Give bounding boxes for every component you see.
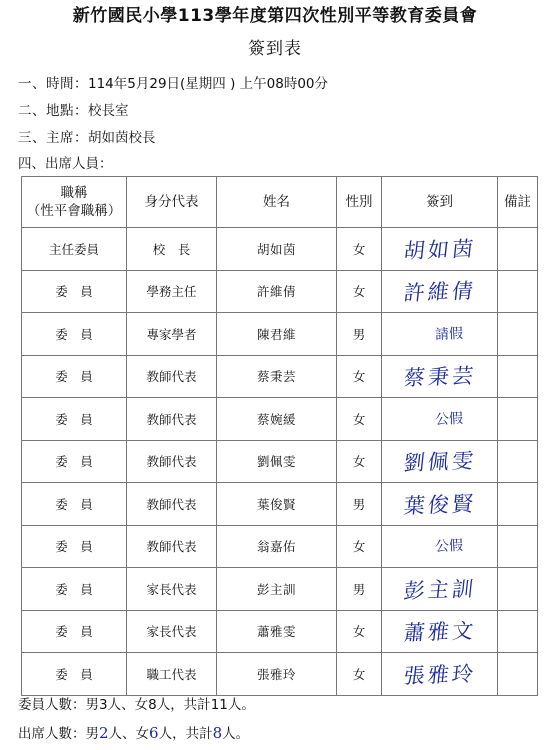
header-role-line2: （性平會職稱） [26,203,122,219]
signature-cell [382,653,498,696]
signature-cell [382,568,498,611]
identity-cell: 校 長 [127,228,217,271]
handwritten-signature: 彭主訓 [401,576,477,603]
document-title: 新竹國民小學113學年度第四次性別平等教育委員會 [72,6,478,26]
attendance-male-count: 2 [99,724,109,742]
gender-cell: 男 [337,568,382,611]
table-row [22,653,538,696]
attendance-count-summary [18,725,249,742]
attendance-total-unit: 人。 [222,726,250,742]
note-cell [498,483,538,526]
name-cell: 彭主訓 [217,568,337,611]
note-cell [498,525,538,568]
signature-cell [382,483,498,526]
table-row [22,398,538,441]
identity-cell: 教師代表 [127,398,217,441]
note-cell [498,568,538,611]
name-cell: 許維倩 [217,270,337,313]
meeting-chair [18,130,156,146]
member-total-prefix: ，共計 [170,697,211,713]
role-cell: 委 員 [22,653,127,696]
header-identity: 身分代表 [127,177,217,228]
meeting-place-value: 校長室 [88,103,129,119]
gender-cell: 女 [337,610,382,653]
table-row [22,525,538,568]
gender-cell: 女 [337,270,382,313]
table-row [22,228,538,271]
handwritten-signature: 胡如茵 [401,236,477,263]
attendance-female-count: 6 [149,724,159,742]
role-cell: 委 員 [22,525,127,568]
member-male-prefix: 男 [85,697,99,713]
table-row [22,483,538,526]
gender-cell: 女 [337,398,382,441]
signature-cell [382,610,498,653]
member-count-summary [18,697,255,713]
handwritten-signature: 許維倩 [401,279,477,306]
header-note: 備註 [498,177,538,228]
leave-note: 公假 [434,538,463,556]
identity-cell: 專家學者 [127,313,217,356]
table-row [22,568,538,611]
attendance-female-prefix: 女 [135,726,150,742]
table-row [22,440,538,483]
table-header-row [22,177,538,228]
attendance-male-prefix: 男 [85,726,99,742]
handwritten-signature: 蔡秉芸 [401,364,477,391]
member-female-prefix: 女 [134,697,149,713]
gender-cell: 男 [337,483,382,526]
meeting-time [18,76,328,92]
header-gender: 性別 [337,177,382,228]
meeting-chair-value: 胡如茵校長 [88,130,156,146]
leave-note: 請假 [434,325,463,343]
role-cell: 委 員 [22,355,127,398]
name-cell: 劉佩雯 [217,440,337,483]
document-subtitle: 簽到表 [248,39,302,59]
note-cell [498,440,538,483]
role-cell: 主任委員 [22,228,127,271]
role-cell: 委 員 [22,440,127,483]
role-cell: 委 員 [22,483,127,526]
note-cell [498,653,538,696]
name-cell: 陳君維 [217,313,337,356]
signature-cell [382,228,498,271]
signature-cell [382,440,498,483]
attendance-female-unit: 人 [158,726,173,742]
attendance-total-count: 8 [212,724,223,742]
meeting-time-label: 一、時間： [18,76,88,92]
meeting-chair-label: 三、主席： [18,130,88,146]
table-row [22,270,538,313]
meeting-place-label: 二、地點： [18,103,88,119]
handwritten-signature: 蕭雅文 [401,619,477,646]
member-male-count: 3 [99,697,108,713]
role-cell: 委 員 [22,313,127,356]
gender-cell: 女 [337,228,382,271]
signature-cell [382,355,498,398]
header-signature: 簽到 [382,177,498,228]
identity-cell: 家長代表 [127,610,217,653]
note-cell [498,270,538,313]
meeting-place [18,103,129,119]
leave-note: 公假 [434,410,463,428]
identity-cell: 教師代表 [127,440,217,483]
identity-cell: 職工代表 [127,653,217,696]
gender-cell: 男 [337,313,382,356]
signature-cell [382,313,498,356]
note-cell [498,398,538,441]
name-cell: 葉俊賢 [217,483,337,526]
table-row [22,313,538,356]
name-cell: 張雅玲 [217,653,337,696]
signature-cell [382,398,498,441]
attendance-total-prefix: ，共計 [172,726,213,742]
note-cell [498,355,538,398]
identity-cell: 教師代表 [127,355,217,398]
gender-cell: 女 [337,440,382,483]
table-row [22,355,538,398]
name-cell: 蕭雅雯 [217,610,337,653]
signature-cell [382,270,498,313]
identity-cell: 家長代表 [127,568,217,611]
member-total-count: 11 [210,697,228,713]
name-cell: 翁嘉佑 [217,525,337,568]
member-male-unit: 人、 [107,697,135,713]
member-female-unit: 人 [156,697,171,713]
note-cell [498,313,538,356]
gender-cell: 女 [337,355,382,398]
gender-cell: 女 [337,525,382,568]
role-cell: 委 員 [22,610,127,653]
role-cell: 委 員 [22,270,127,313]
header-role [22,177,127,228]
meeting-time-value: 114年5月29日(星期四 ) 上午08時00分 [88,76,329,92]
attendance-male-unit: 人、 [108,726,136,742]
name-cell: 蔡秉芸 [217,355,337,398]
signature-cell [382,525,498,568]
attendance-count-label: 出席人數： [18,726,86,742]
attendees-heading: 四、出席人員： [18,156,113,172]
handwritten-signature: 劉佩雯 [401,449,477,476]
name-cell: 胡如茵 [217,228,337,271]
header-name: 姓名 [217,177,337,228]
header-role-line1: 職稱 [60,185,88,201]
member-total-unit: 人。 [227,697,255,713]
handwritten-signature: 張雅玲 [401,661,477,688]
identity-cell: 學務主任 [127,270,217,313]
sign-in-table [21,176,538,696]
member-female-count: 8 [148,697,157,713]
name-cell: 蔡婉緩 [217,398,337,441]
identity-cell: 教師代表 [127,483,217,526]
handwritten-signature: 葉俊賢 [401,491,477,518]
member-count-label: 委員人數： [18,697,86,713]
role-cell: 委 員 [22,568,127,611]
gender-cell: 女 [337,653,382,696]
role-cell: 委 員 [22,398,127,441]
note-cell [498,610,538,653]
identity-cell: 教師代表 [127,525,217,568]
table-row [22,610,538,653]
note-cell [498,228,538,271]
